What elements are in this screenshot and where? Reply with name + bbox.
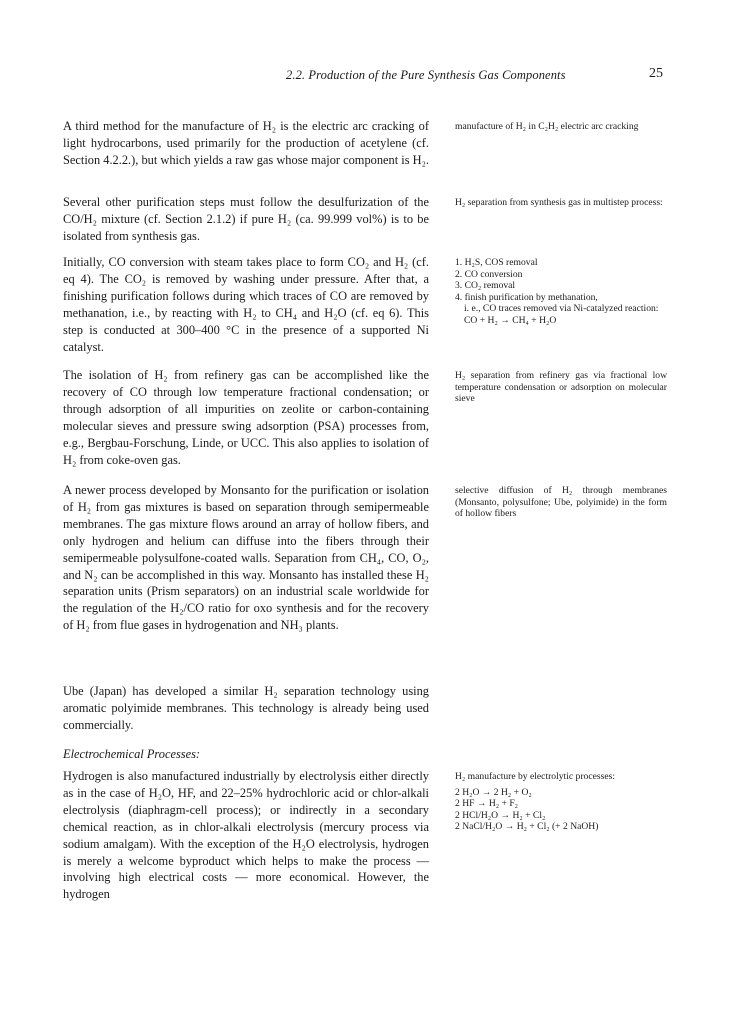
margin-note-text: H₂ manufacture by electrolytic processes: — [455, 771, 615, 782]
margin-note-text: manufacture of H₂ in C₂H₂ electric arc cracking — [455, 121, 639, 132]
paragraph-text: Ube (Japan) has developed a similar H₂ separation technology using aromatic polyimide membranes. This technology is already being used commercially. — [63, 684, 429, 732]
body-paragraph-3 — [63, 254, 429, 355]
list-item-detail: i. e., CO traces removed via Ni-catalyzed reaction: — [464, 303, 659, 315]
margin-note-text: H₂ separation from refinery gas via fractional low temperature condensation or adsorption on molecular sieve — [455, 370, 667, 405]
paragraph-text: Initially, CO conversion with steam takes place to form CO₂ and H₂ (cf. eq 4). The CO₂ is removed by washing under pressure. After that, a finishing purification follows during which traces of CO are removed by methanation, i.e., by reacting with H₂ to CH₄ and H₂O (cf. eq 6). This step is conducted at 300–400 °C in the presence of a supported Ni catalyst. — [63, 255, 429, 354]
body-paragraph-2 — [63, 194, 429, 245]
margin-note-multistep — [455, 197, 667, 209]
paragraph-text: A newer process developed by Monsanto for the purification or isolation of H₂ from gas mixtures is based on separation through semipermeable membranes. The gas mixture flows around an array of hollow fibers, and only hydrogen and helium can diffuse into the fibers through their semipermeable polysulfone-coated walls. Separation from CH₄, CO, O₂, and N₂ can be accomplished in this way. Monsanto has installed these H₂ separation units (Prism separators) on an industrial scale worldwide for the regulation of the H₂/CO ratio for oxo synthesis and for the recovery of H₂ from flue gases in hydrogenation and NH₃ plants. — [63, 483, 429, 633]
body-paragraph-6 — [63, 683, 429, 734]
steps-list — [455, 257, 667, 327]
body-paragraph-4 — [63, 367, 429, 468]
section-heading: Electrochemical Processes: — [63, 747, 201, 761]
margin-note-steps — [455, 257, 667, 327]
page-number: 25 — [649, 66, 663, 81]
list-item: 2. CO conversion — [455, 268, 523, 280]
list-item: 3. CO₂ removal — [455, 280, 516, 292]
body-paragraph-1 — [63, 118, 429, 169]
equation-line: 2 HCl/H₂O → H₂ + Cl₂ — [455, 809, 546, 821]
paragraph-text: The isolation of H₂ from refinery gas can be accomplished like the recovery of CO through low temperature fractional condensation; or through adsorption of all impurities on zeolite or carbon-containing molecular sieves and pressure swing adsorption (PSA) processes from, e.g., Bergbau-Forschung, Linde, or UCC. This also applies to isolation of H₂ from coke-oven gas. — [63, 368, 429, 467]
list-item: 1. H₂S, COS removal — [455, 257, 538, 268]
margin-note-arc-cracking — [455, 121, 667, 133]
list-item-equation: CO + H₂ → CH₄ + H₂O — [464, 314, 557, 326]
paragraph-text: Several other purification steps must follow the desulfurization of the CO/H₂ mixture (cf. Section 2.1.2) if pure H₂ (ca. 99.999 vol%) is to be isolated from synthesis gas. — [63, 195, 429, 243]
body-paragraph-5 — [63, 482, 429, 634]
margin-note-text: selective diffusion of H₂ through membranes (Monsanto, polysulfone; Ube, polyimide) in the form of hollow fibers — [455, 485, 667, 520]
running-header: 2.2. Production of the Pure Synthesis Gas Components — [286, 68, 566, 82]
equation-line: 2 NaCl/H₂O → H₂ + Cl₂ (+ 2 NaOH) — [455, 821, 599, 833]
margin-note-text: H₂ separation from synthesis gas in multistep process: — [455, 197, 663, 208]
paragraph-text: A third method for the manufacture of H₂ is the electric arc cracking of light hydrocarbons, used primarily for the production of acetylene (cf. Section 4.2.2.), but which yields a raw gas whose major component is H₂. — [63, 119, 429, 167]
body-paragraph-7 — [63, 768, 429, 903]
margin-note-refinery — [455, 370, 667, 405]
paragraph-text: Hydrogen is also manufactured industrially by electrolysis either directly as in the case of H₂O, HF, and 22–25% hydrochloric acid or chlor-alkali electrolysis (diaphragm-cell process); or indirectly in a secondary chemical reaction, as in chlor-alkali electrolysis (mercury process via sodium amalgam). With the exception of the H₂O electrolysis, hydrogen is merely a welcome byproduct which helps to make the process — involving high electrical costs — more economical. However, the hydrogen — [63, 769, 429, 902]
margin-note-electrolysis — [455, 771, 667, 833]
equation-line: 2 HF → H₂ + F₂ — [455, 798, 519, 810]
list-item: 4. finish purification by methanation, — [455, 291, 598, 303]
equation-line: 2 H₂O → 2 H₂ + O₂ — [455, 786, 532, 798]
margin-note-membranes — [455, 485, 667, 520]
